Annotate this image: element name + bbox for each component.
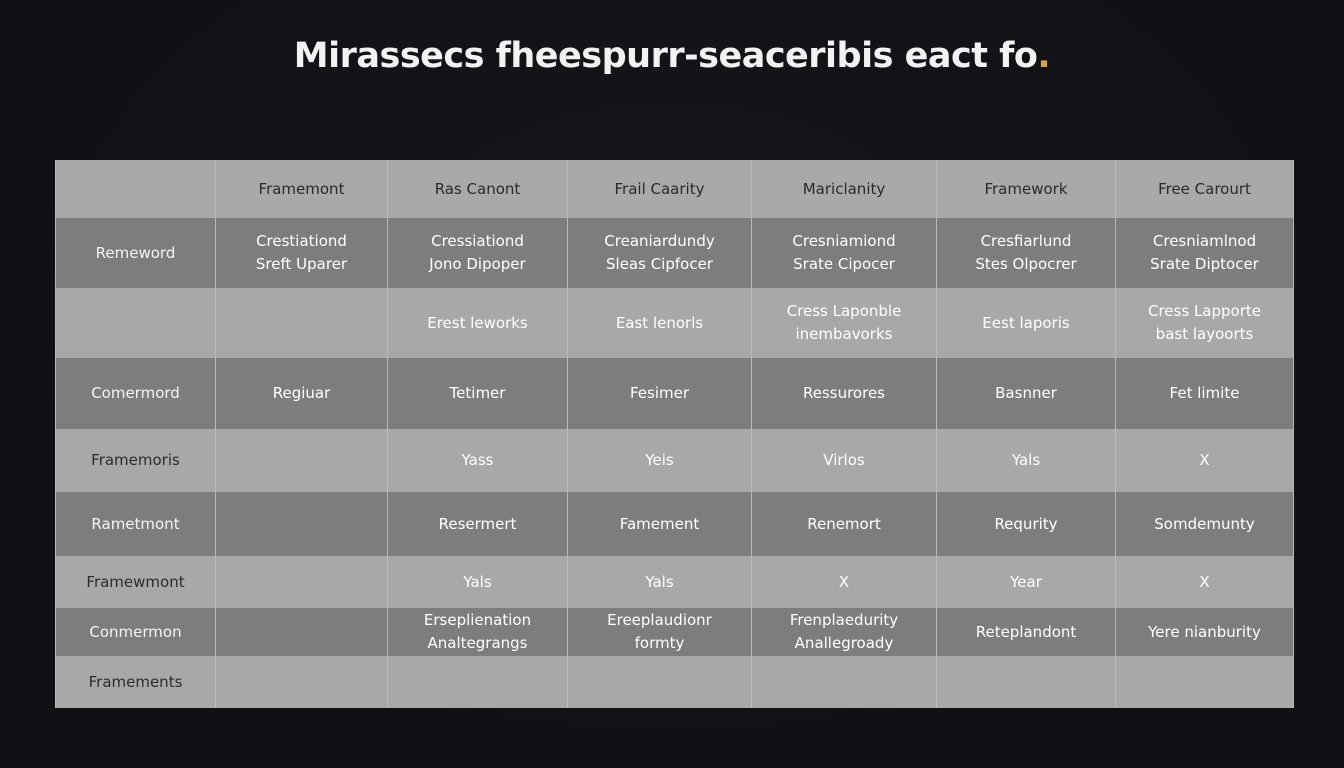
table-row <box>56 656 1294 708</box>
table-cell: Renemort <box>752 492 937 556</box>
table-cell <box>752 656 937 708</box>
column-header: Ras Canont <box>388 160 568 218</box>
table-cell: X <box>1116 429 1294 492</box>
table-row <box>56 288 1294 358</box>
row-header: Remeword <box>56 218 216 288</box>
row-header <box>56 288 216 358</box>
table-cell: Yere nianburity <box>1116 608 1294 656</box>
table-cell: Ereeplaudionr formty <box>568 608 752 656</box>
table-cell: Frenplaedurity Anallegroady <box>752 608 937 656</box>
table-row <box>56 608 1294 656</box>
title-accent-dot: . <box>1037 36 1051 76</box>
header-corner-cell <box>56 160 216 218</box>
table-cell: Cresniamlnod Srate Diptocer <box>1116 218 1294 288</box>
table-cell: Virlos <box>752 429 937 492</box>
table-cell: Cress Laponble inembavorks <box>752 288 937 358</box>
table-cell: Basnner <box>937 358 1116 429</box>
table-cell: Crestiationd Sreft Uparer <box>216 218 388 288</box>
table-cell: Cress Lapporte bast layoorts <box>1116 288 1294 358</box>
table-cell: Creaniardundy Sleas Cipfocer <box>568 218 752 288</box>
table-cell: X <box>752 556 937 608</box>
table-row <box>56 358 1294 429</box>
comparison-table <box>55 160 1294 708</box>
table-cell: Yals <box>388 556 568 608</box>
row-header: Conmermon <box>56 608 216 656</box>
table-cell: Regiuar <box>216 358 388 429</box>
table-cell: Yals <box>568 556 752 608</box>
table-cell <box>216 429 388 492</box>
column-header: Mariclanity <box>752 160 937 218</box>
table-cell: Eest laporis <box>937 288 1116 358</box>
table-cell: Fet limite <box>1116 358 1294 429</box>
table-cell: Cresfiarlund Stes Olpocrer <box>937 218 1116 288</box>
table-cell: Famement <box>568 492 752 556</box>
column-header: Free Carourt <box>1116 160 1294 218</box>
table-row <box>56 429 1294 492</box>
table-cell <box>216 608 388 656</box>
table-cell: Tetimer <box>388 358 568 429</box>
table-cell: Resermert <box>388 492 568 556</box>
table-cell <box>1116 656 1294 708</box>
row-header: Comermord <box>56 358 216 429</box>
table-cell <box>216 288 388 358</box>
table-cell: Fesimer <box>568 358 752 429</box>
table-row <box>56 492 1294 556</box>
table-cell <box>937 656 1116 708</box>
table-cell: East lenorls <box>568 288 752 358</box>
column-header: Frail Caarity <box>568 160 752 218</box>
table-cell <box>216 656 388 708</box>
table-cell: Yeis <box>568 429 752 492</box>
table-cell: Cressiationd Jono Dipoper <box>388 218 568 288</box>
table-cell <box>216 492 388 556</box>
table-cell: X <box>1116 556 1294 608</box>
row-header: Framemoris <box>56 429 216 492</box>
table-row <box>56 556 1294 608</box>
page-title-text: Mirassecs fheespurr-seaceribis eact fo <box>293 36 1038 76</box>
column-header: Framemont <box>216 160 388 218</box>
table-row <box>56 218 1294 288</box>
row-header: Rametmont <box>56 492 216 556</box>
row-header: Framements <box>56 656 216 708</box>
table-cell: Somdemunty <box>1116 492 1294 556</box>
table-header-row <box>56 160 1294 218</box>
table-cell: Reteplandont <box>937 608 1116 656</box>
table-cell <box>216 556 388 608</box>
table-cell: Erest leworks <box>388 288 568 358</box>
table-cell: Cresniamiond Srate Cipocer <box>752 218 937 288</box>
table-cell <box>388 656 568 708</box>
page-title <box>0 36 1344 76</box>
table-cell: Requrity <box>937 492 1116 556</box>
table-cell: Yass <box>388 429 568 492</box>
table-cell: Ressurores <box>752 358 937 429</box>
table-cell: Year <box>937 556 1116 608</box>
table-cell <box>568 656 752 708</box>
table-cell: Erseplienation Analtegrangs <box>388 608 568 656</box>
table-cell: Yals <box>937 429 1116 492</box>
column-header: Framework <box>937 160 1116 218</box>
row-header: Framewmont <box>56 556 216 608</box>
